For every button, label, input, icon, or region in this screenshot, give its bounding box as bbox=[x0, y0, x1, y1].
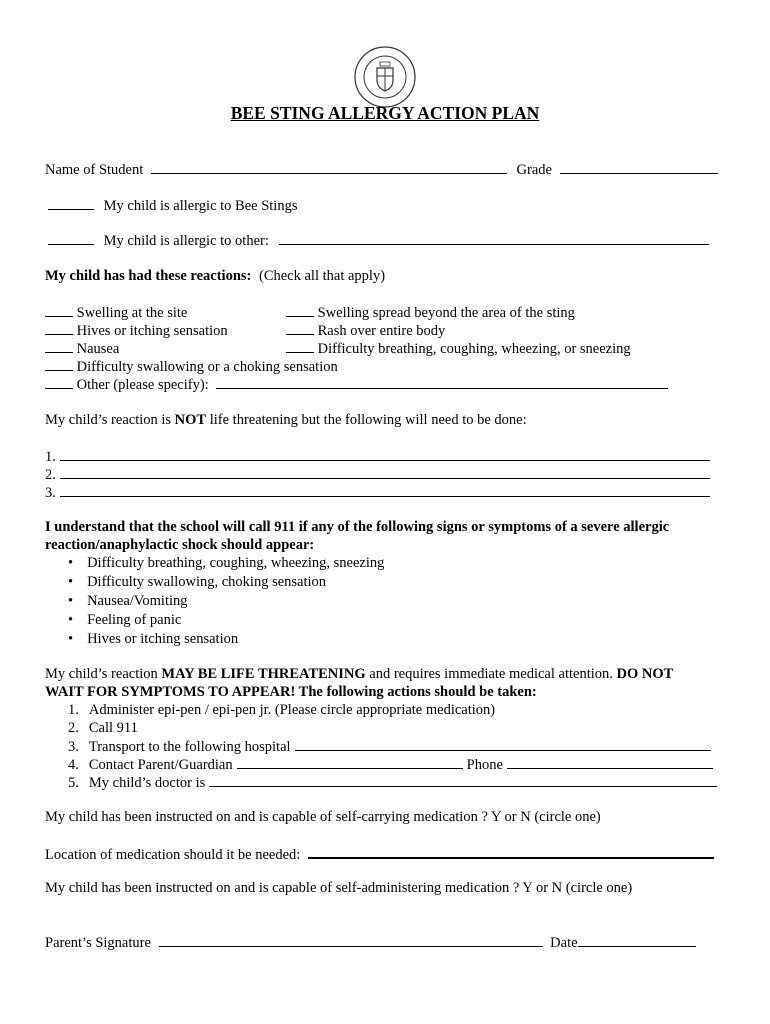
life-threatening-text-line2: WAIT FOR SYMPTOMS TO APPEAR! The following actions should be taken: bbox=[45, 684, 537, 700]
step-number: 1. bbox=[68, 702, 79, 718]
action-line bbox=[45, 447, 710, 466]
doctor-field[interactable] bbox=[209, 773, 717, 787]
signature-label: Parent’s Signature bbox=[45, 935, 151, 951]
hospital-field[interactable] bbox=[295, 737, 711, 751]
student-name-row bbox=[45, 160, 718, 179]
reaction-item bbox=[45, 339, 119, 358]
reaction-item-other bbox=[45, 375, 668, 394]
signature-row bbox=[45, 933, 696, 952]
step-item bbox=[68, 719, 138, 737]
bullet-icon: • bbox=[68, 631, 74, 647]
phone-field[interactable] bbox=[507, 755, 713, 769]
bee-allergy-blank[interactable] bbox=[48, 196, 94, 210]
reaction-check-blank[interactable] bbox=[45, 321, 73, 335]
step-item bbox=[68, 701, 495, 719]
step-number: 4. bbox=[68, 757, 79, 773]
symptom-label: Difficulty breathing, coughing, wheezing, sneezing bbox=[87, 555, 385, 571]
grade-label: Grade bbox=[516, 162, 552, 178]
other-allergy-blank[interactable] bbox=[48, 231, 94, 245]
symptom-item bbox=[68, 592, 188, 610]
step-label: Call 911 bbox=[88, 720, 138, 736]
symptom-label: Feeling of panic bbox=[87, 612, 182, 628]
action-line bbox=[45, 465, 710, 484]
other-allergy-label: My child is allergic to other: bbox=[103, 233, 269, 249]
reaction-check-blank[interactable] bbox=[45, 357, 73, 371]
step-item bbox=[68, 773, 717, 792]
date-field[interactable] bbox=[578, 933, 696, 947]
reaction-check-blank[interactable] bbox=[286, 321, 314, 335]
self-carry-question: My child has been instructed on and is capable of self-carrying medication ? Y or N (circle one) bbox=[45, 809, 601, 825]
reaction-label: Difficulty breathing, coughing, wheezing, or sneezing bbox=[317, 341, 631, 357]
step-label: Transport to the following hospital bbox=[88, 739, 291, 755]
step-number: 5. bbox=[68, 775, 79, 791]
action-line-field[interactable] bbox=[60, 465, 710, 479]
not-threatening-text bbox=[45, 411, 527, 429]
reaction-label: Swelling at the site bbox=[76, 305, 188, 321]
reaction-label: Swelling spread beyond the area of the sting bbox=[317, 305, 575, 321]
date-label: Date bbox=[550, 935, 578, 951]
bullet-icon: • bbox=[68, 612, 74, 628]
action-line-field[interactable] bbox=[60, 447, 710, 461]
symptom-label: Hives or itching sensation bbox=[87, 631, 239, 647]
other-allergy-field[interactable] bbox=[279, 231, 709, 245]
medication-location-field[interactable] bbox=[308, 844, 714, 859]
text-part: and requires immediate medical attention. bbox=[365, 666, 617, 682]
text-part: My child’s reaction is bbox=[45, 412, 175, 428]
call-911-text-line1: I understand that the school will call 911 if any of the following signs or symptoms of a severe allergic bbox=[45, 519, 670, 535]
symptom-item bbox=[68, 611, 181, 629]
text-part-bold: MAY BE LIFE THREATENING bbox=[161, 666, 366, 682]
document-title: BEE STING ALLERGY ACTION PLAN bbox=[230, 103, 540, 123]
action-line bbox=[45, 483, 710, 502]
reaction-check-blank[interactable] bbox=[45, 375, 73, 389]
medication-location-row bbox=[45, 844, 714, 864]
action-line-number: 1. bbox=[45, 449, 56, 465]
other-allergy-row bbox=[48, 231, 709, 250]
reaction-label: Hives or itching sensation bbox=[76, 323, 228, 339]
reaction-label: Nausea bbox=[76, 341, 120, 357]
step-label: My child’s doctor is bbox=[88, 775, 206, 791]
reactions-heading bbox=[45, 267, 385, 285]
life-threatening-text-line1 bbox=[45, 665, 673, 683]
reaction-item bbox=[45, 321, 228, 340]
reaction-item bbox=[45, 303, 187, 322]
symptom-item bbox=[68, 630, 238, 648]
bee-allergy-row bbox=[48, 196, 297, 215]
reaction-item bbox=[286, 303, 575, 322]
medication-location-label: Location of medication should it be needed: bbox=[45, 847, 301, 863]
action-line-number: 2. bbox=[45, 467, 56, 483]
step-number: 3. bbox=[68, 739, 79, 755]
reaction-check-blank[interactable] bbox=[286, 303, 314, 317]
step-item bbox=[68, 737, 711, 756]
symptom-label: Difficulty swallowing, choking sensation bbox=[87, 574, 327, 590]
signature-field[interactable] bbox=[159, 933, 543, 947]
reaction-check-blank[interactable] bbox=[45, 303, 73, 317]
reactions-heading-note: (Check all that apply) bbox=[259, 268, 386, 284]
text-part: My child’s reaction bbox=[45, 666, 162, 682]
symptom-label: Nausea/Vomiting bbox=[87, 593, 188, 609]
school-seal-logo bbox=[354, 46, 416, 108]
reaction-label: Rash over entire body bbox=[317, 323, 446, 339]
step-number: 2. bbox=[68, 720, 79, 736]
bullet-icon: • bbox=[68, 555, 74, 571]
symptom-item bbox=[68, 573, 326, 591]
step-item bbox=[68, 755, 713, 774]
reaction-item bbox=[286, 339, 631, 358]
action-line-field[interactable] bbox=[60, 483, 710, 497]
phone-label: Phone bbox=[466, 757, 503, 773]
student-name-label: Name of Student bbox=[45, 162, 144, 178]
other-reaction-field[interactable] bbox=[216, 375, 668, 389]
reaction-item bbox=[45, 357, 338, 376]
symptom-item bbox=[68, 554, 384, 572]
bee-allergy-label: My child is allergic to Bee Stings bbox=[103, 198, 298, 214]
text-part: life threatening but the following will need to be done: bbox=[206, 412, 527, 428]
reaction-check-blank[interactable] bbox=[286, 339, 314, 353]
student-name-field[interactable] bbox=[151, 160, 507, 174]
step-label: Administer epi-pen / epi-pen jr. (Please circle appropriate medication) bbox=[88, 702, 496, 718]
grade-field[interactable] bbox=[560, 160, 718, 174]
text-part-bold: DO NOT bbox=[616, 666, 674, 682]
action-line-number: 3. bbox=[45, 485, 56, 501]
text-part-bold: NOT bbox=[174, 412, 207, 428]
reaction-check-blank[interactable] bbox=[45, 339, 73, 353]
reaction-label: Other (please specify): bbox=[76, 377, 209, 393]
reactions-heading-bold: My child has had these reactions: bbox=[45, 268, 252, 284]
bullet-icon: • bbox=[68, 593, 74, 609]
reaction-item bbox=[286, 321, 445, 340]
self-administer-question: My child has been instructed on and is capable of self-administering medication ? Y or N (circle one) bbox=[45, 880, 633, 896]
parent-contact-field[interactable] bbox=[237, 755, 463, 769]
step-label: Contact Parent/Guardian bbox=[88, 757, 233, 773]
bullet-icon: • bbox=[68, 574, 74, 590]
call-911-text-line2: reaction/anaphylactic shock should appear: bbox=[45, 537, 315, 553]
reaction-label: Difficulty swallowing or a choking sensation bbox=[76, 359, 338, 375]
